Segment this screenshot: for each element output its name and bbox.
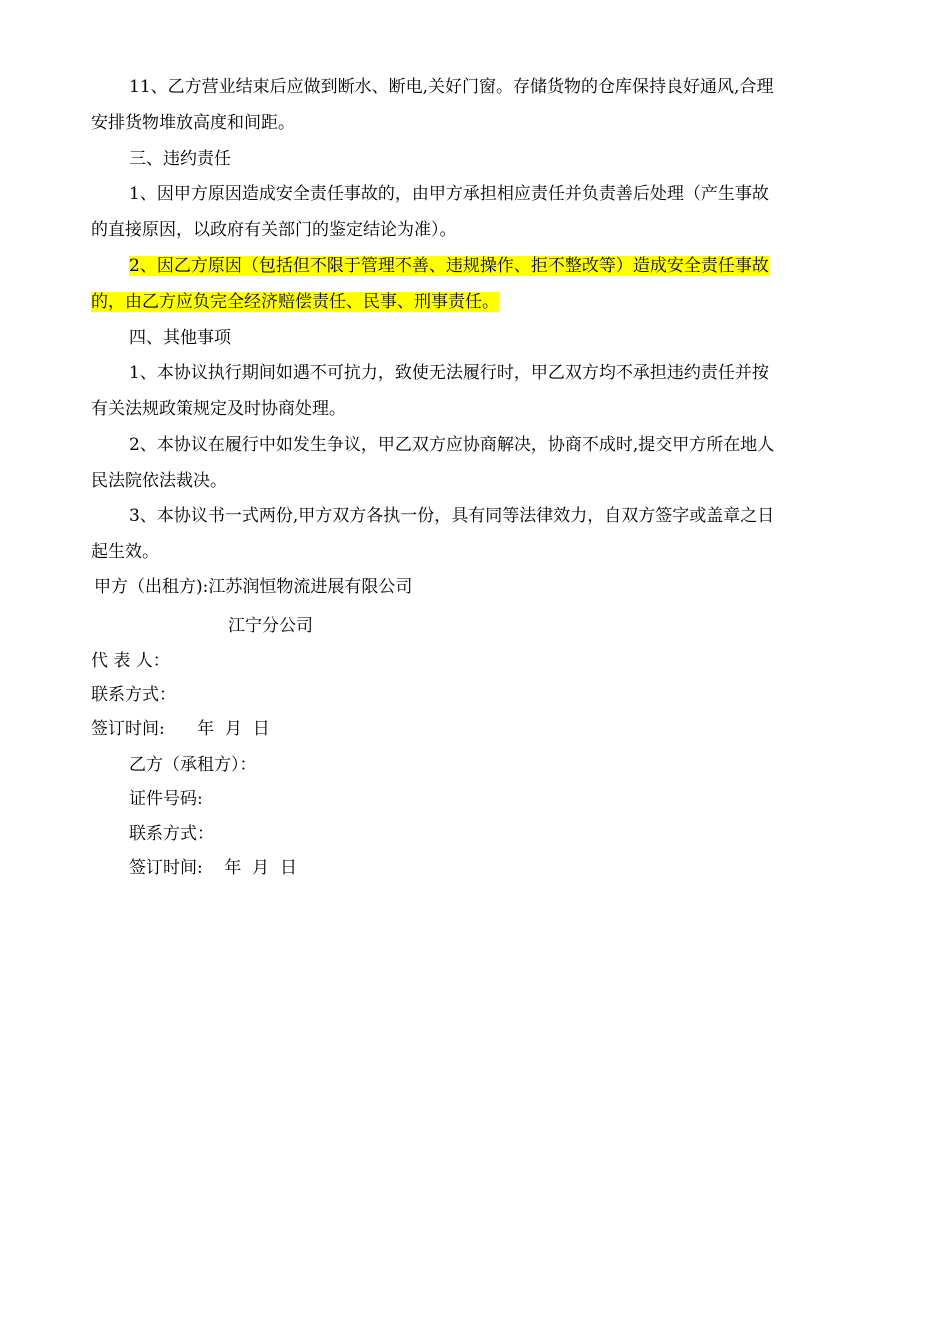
party-b-id-number: 证件号码: xyxy=(129,789,203,809)
section-3-heading: 三、违约责任 xyxy=(129,149,231,169)
clause-11-line-1: 11、乙方营业结束后应做到断水、断电,关好门窗。存储货物的仓库保持良好通风,合理 xyxy=(129,77,774,97)
breach-clause-1-line-1: 1、因甲方原因造成安全责任事故的，由甲方承担相应责任并负责善后处理（产生事故 xyxy=(129,184,769,204)
party-a-contact: 联系方式： xyxy=(91,685,176,705)
breach-clause-2-line-2 xyxy=(91,284,499,320)
other-clause-1-line-1: 1、本协议执行期间如遇不可抗力，致使无法履行时，甲乙双方均不承担违约责任并按 xyxy=(129,363,769,383)
breach-clause-1-line-2: 的直接原因，以政府有关部门的鉴定结论为准）。 xyxy=(91,220,457,240)
party-a-name-line-2: 江宁分公司 xyxy=(228,616,313,636)
party-b-sign-date-text: 签订时间: 年 月 日 xyxy=(129,858,297,878)
other-clause-2-line-1: 2、本协议在履行中如发生争议，甲乙双方应协商解决，协商不成时,提交甲方所在地人 xyxy=(129,435,775,455)
other-clause-3-line-1: 3、本协议书一式两份,甲方双方各执一份，具有同等法律效力，自双方签字或盖章之日 xyxy=(129,506,775,526)
party-a-sign-date xyxy=(91,711,270,747)
other-clause-1-line-2: 有关法规政策规定及时协商处理。 xyxy=(91,399,346,419)
clause-11-line-2: 安排货物堆放高度和间距。 xyxy=(91,113,295,133)
other-clause-2-line-2: 民法院依法裁决。 xyxy=(91,471,227,491)
party-b-label: 乙方（承租方）： xyxy=(129,755,257,775)
party-a-sign-date-text: 签订时间: 年 月 日 xyxy=(91,719,270,739)
other-clause-3-line-2: 起生效。 xyxy=(91,542,159,562)
party-a-representative: 代 表 人： xyxy=(91,651,170,671)
highlighted-text: 2、因乙方原因（包括但不限于管理不善、违规操作、拒不整改等）造成安全责任事故 xyxy=(129,256,769,276)
party-b-contact: 联系方式： xyxy=(129,824,214,844)
section-4-heading: 四、其他事项 xyxy=(129,328,231,348)
breach-clause-2-line-1 xyxy=(129,248,769,284)
highlighted-text: 的，由乙方应负完全经济赔偿责任、民事、刑事责任。 xyxy=(91,292,499,312)
party-b-sign-date xyxy=(129,850,297,886)
party-a-name-line-1: 甲方（出租方):江苏润恒物流进展有限公司 xyxy=(94,577,413,597)
